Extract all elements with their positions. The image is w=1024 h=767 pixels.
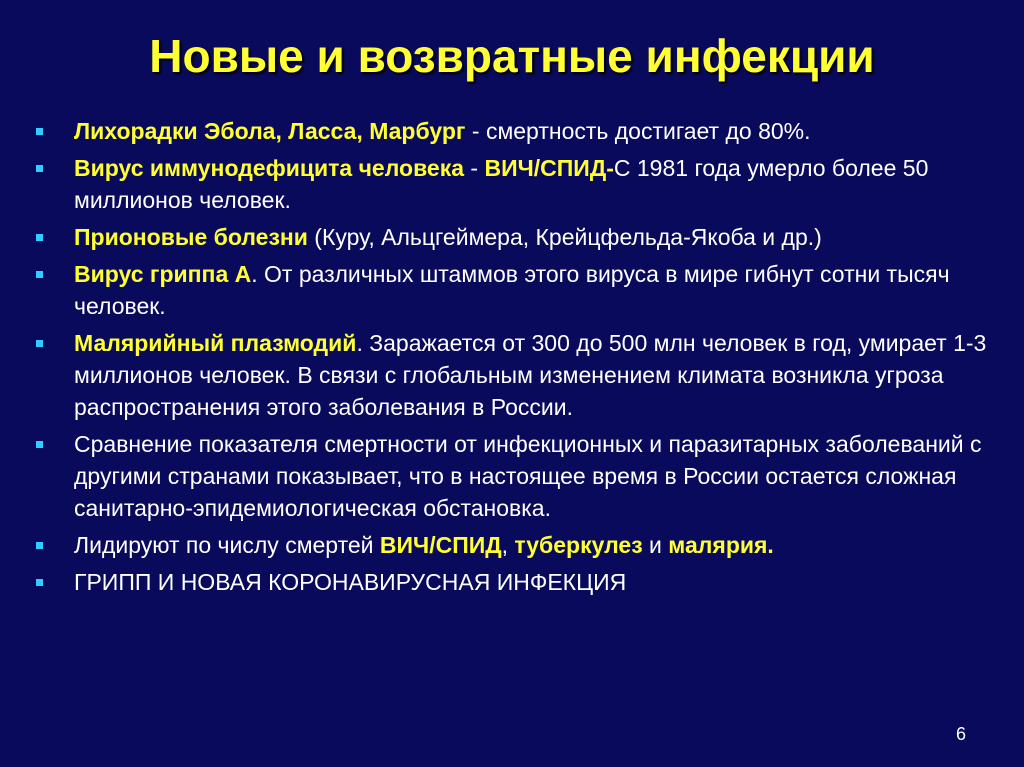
bullet-malaria [36, 327, 996, 423]
bullet-text: Сравнение показателя смертности от инфекционных и паразитарных заболеваний с другими странами показывает, что в настоящее время в России остается сложная санитарно-эпидемиологическая обстановка. [74, 431, 982, 521]
bullet-text: Лидируют по числу смертей [74, 532, 380, 558]
bullet-highlight: малярия. [668, 532, 774, 558]
bullet-influenza [36, 258, 996, 322]
bullet-comparison [36, 428, 996, 524]
bullet-prion [36, 221, 996, 253]
bullet-highlight: Вирус гриппа А [74, 261, 252, 287]
bullet-text: (Куру, Альцгеймера, Крейцфельда-Якоба и др.) [307, 224, 822, 250]
square-bullet-icon [36, 542, 43, 549]
bullet-text: , [501, 532, 515, 558]
square-bullet-icon [36, 271, 43, 278]
square-bullet-icon [36, 165, 43, 172]
square-bullet-icon [36, 340, 43, 347]
bullet-covid [36, 566, 996, 598]
bullet-highlight: Малярийный плазмодий [74, 330, 357, 356]
bullet-text: - смертность достигает до 80%. [465, 118, 811, 144]
bullet-highlight: ВИЧ/СПИД [379, 532, 502, 558]
bullet-highlight: Вирус иммунодефицита человека [74, 155, 465, 181]
bullet-highlight: ВИЧ/СПИД- [484, 155, 614, 181]
bullet-ebola [36, 115, 996, 147]
slide-title: Новые и возвратные инфекции [149, 30, 875, 82]
bullet-text: ГРИПП И НОВАЯ КОРОНАВИРУСНАЯ ИНФЕКЦИЯ [74, 569, 627, 595]
square-bullet-icon [36, 579, 43, 586]
square-bullet-icon [36, 234, 43, 241]
page-number: 6 [955, 724, 966, 744]
bullet-text: С 1981 года умерло более 50 миллионов человек. [74, 155, 929, 213]
bullet-text: - [464, 155, 485, 181]
bullet-leaders [36, 529, 996, 561]
bullet-hiv [36, 152, 996, 216]
square-bullet-icon [36, 441, 43, 448]
bullet-highlight: туберкулез [514, 532, 643, 558]
bullet-text: и [642, 532, 669, 558]
bullet-text: . От различных штаммов этого вируса в мире гибнут сотни тысяч человек. [74, 261, 950, 319]
bullet-highlight: Прионовые болезни [74, 224, 308, 250]
bullet-list [36, 115, 996, 603]
square-bullet-icon [36, 128, 43, 135]
bullet-text: . Заражается от 300 до 500 млн человек в год, умирает 1-3 миллионов человек. В связи с глобальным изменением климата возникла угроза распространения этого заболевания в России. [74, 330, 987, 420]
bullet-highlight: Лихорадки Эбола, Ласса, Марбург [74, 118, 466, 144]
